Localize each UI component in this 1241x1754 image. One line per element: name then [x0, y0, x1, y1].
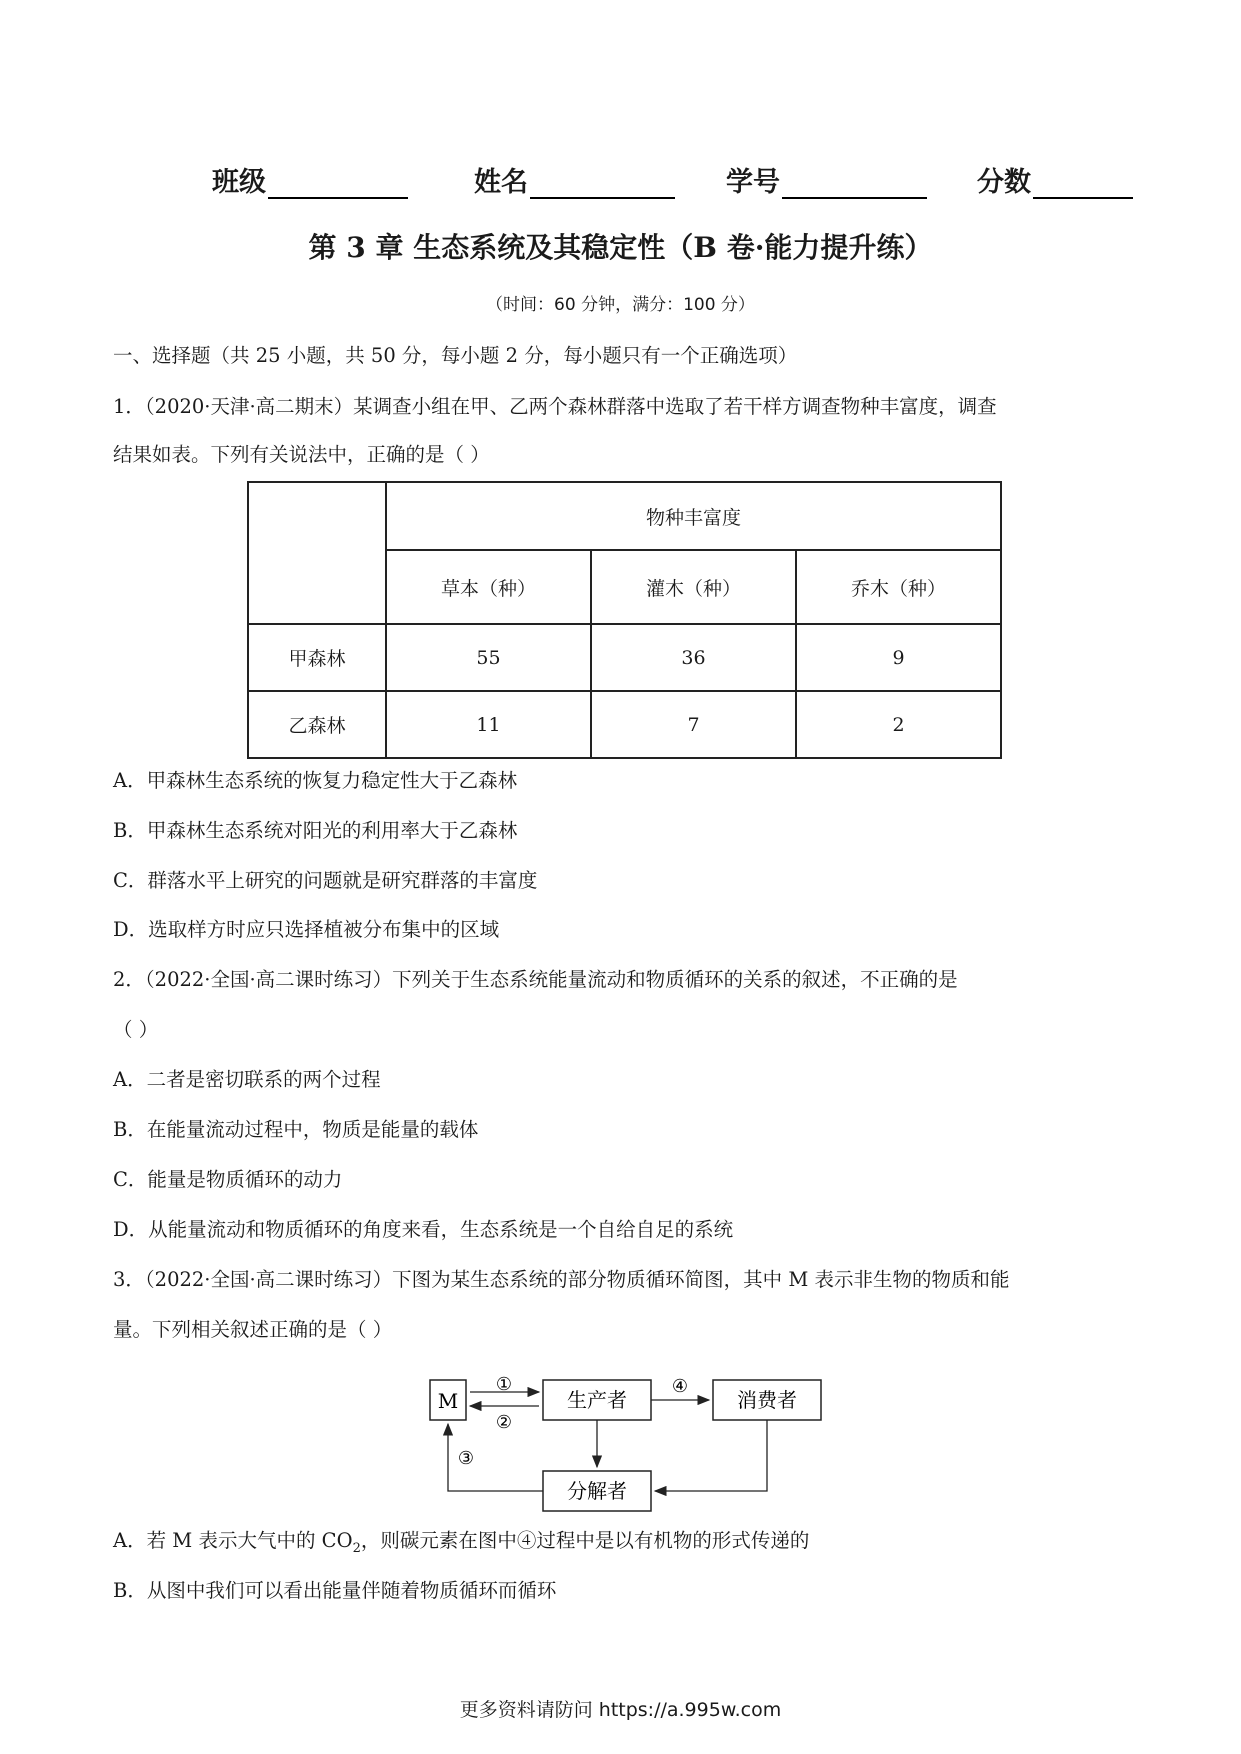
- q3-option-b: B．从图中我们可以看出能量伴随着物质循环而循环: [113, 1579, 557, 1602]
- material-cycle-diagram: [420, 1370, 840, 1520]
- table-cell: 36: [591, 624, 796, 691]
- class-blank[interactable]: [268, 167, 408, 199]
- table-row-label: 乙森林: [248, 691, 386, 758]
- table-cell: 2: [796, 691, 1001, 758]
- arrow-consumer-to-decomposer: [655, 1420, 767, 1491]
- name-field: [474, 160, 675, 199]
- consumer-node-label: 消费者: [737, 1388, 797, 1412]
- name-label: 姓名: [474, 167, 528, 198]
- arrow-4-label: ④: [671, 1376, 689, 1397]
- table-row: [248, 624, 1001, 691]
- table-column-header: 乔木（种）: [796, 550, 1001, 624]
- table-cell: 9: [796, 624, 1001, 691]
- name-blank[interactable]: [530, 167, 675, 199]
- q1-stem-line-2: 结果如表。下列有关说法中，正确的是（ ）: [113, 443, 490, 466]
- page-subtitle: （时间：60 分钟，满分：100 分）: [486, 295, 755, 315]
- table-column-header: 草本（种）: [386, 550, 591, 624]
- q3-option-a-end: ，则碳元素在图中④过程中是以有机物的形式传递的: [360, 1529, 810, 1552]
- decomposer-node-label: 分解者: [567, 1479, 627, 1503]
- table-cell: 55: [386, 624, 591, 691]
- m-node-label: M: [437, 1389, 459, 1413]
- class-label: 班级: [212, 167, 266, 198]
- table-row: [248, 691, 1001, 758]
- species-richness-table: [247, 481, 1002, 759]
- table-group-header: 物种丰富度: [386, 482, 1001, 550]
- arrow-1-label: ①: [495, 1374, 513, 1395]
- q2-stem-line-2: （ ）: [113, 1018, 159, 1041]
- q3-stem-line-2: 量。下列相关叙述正确的是（ ）: [113, 1318, 393, 1341]
- footer-link[interactable]: 更多资料请防问 https://a.995w.com: [459, 1699, 782, 1721]
- q3-option-a: [113, 1527, 809, 1563]
- score-blank[interactable]: [1033, 167, 1133, 199]
- arrow-3-label: ③: [457, 1448, 475, 1469]
- table-corner-cell: [248, 482, 386, 624]
- score-label: 分数: [977, 167, 1031, 198]
- consumer-node: [713, 1380, 821, 1420]
- student-info-line: [212, 160, 1142, 206]
- class-field: [212, 160, 408, 199]
- q2-option-c: C．能量是物质循环的动力: [113, 1168, 343, 1191]
- producer-node: [543, 1380, 651, 1420]
- page-title: 第 3 章 生态系统及其稳定性（B 卷·能力提升练）: [308, 231, 933, 264]
- q1-stem-line-1: 1．（2020·天津·高二期末）某调查小组在甲、乙两个森林群落中选取了若干样方调查物种丰富度，调查: [113, 395, 997, 418]
- q1-option-b: B．甲森林生态系统对阳光的利用率大于乙森林: [113, 819, 518, 842]
- student-id-label: 学号: [726, 167, 780, 198]
- q3-option-a-start: A．若 M 表示大气中的 CO: [113, 1529, 353, 1552]
- arrow-2-label: ②: [495, 1412, 513, 1433]
- q2-option-d: D．从能量流动和物质循环的角度来看，生态系统是一个自给自足的系统: [113, 1218, 734, 1241]
- q3-option-a-subscript: 2: [352, 1540, 361, 1556]
- score-field: [977, 160, 1133, 199]
- table-column-header: 灌木（种）: [591, 550, 796, 624]
- q1-option-d: D．选取样方时应只选择植被分布集中的区域: [113, 918, 500, 941]
- table-cell: 7: [591, 691, 796, 758]
- student-id-field: [726, 160, 927, 199]
- student-id-blank[interactable]: [782, 167, 927, 199]
- section-heading: 一、选择题（共 25 小题，共 50 分，每小题 2 分，每小题只有一个正确选项）: [113, 344, 798, 367]
- m-node: [430, 1380, 466, 1420]
- q2-option-b: B．在能量流动过程中，物质是能量的载体: [113, 1118, 479, 1141]
- q2-stem-line-1: 2．（2022·全国·高二课时练习）下列关于生态系统能量流动和物质循环的关系的叙述，不正确的是: [113, 968, 958, 991]
- q1-option-c: C．群落水平上研究的问题就是研究群落的丰富度: [113, 869, 538, 892]
- decomposer-node: [543, 1471, 651, 1511]
- q1-option-a: A．甲森林生态系统的恢复力稳定性大于乙森林: [113, 769, 518, 792]
- q2-option-a: A．二者是密切联系的两个过程: [113, 1068, 381, 1091]
- producer-node-label: 生产者: [567, 1388, 627, 1412]
- table-row-label: 甲森林: [248, 624, 386, 691]
- q3-stem-line-1: 3．（2022·全国·高二课时练习）下图为某生态系统的部分物质循环简图，其中 M 表示非生物的物质和能: [113, 1268, 1010, 1291]
- table-cell: 11: [386, 691, 591, 758]
